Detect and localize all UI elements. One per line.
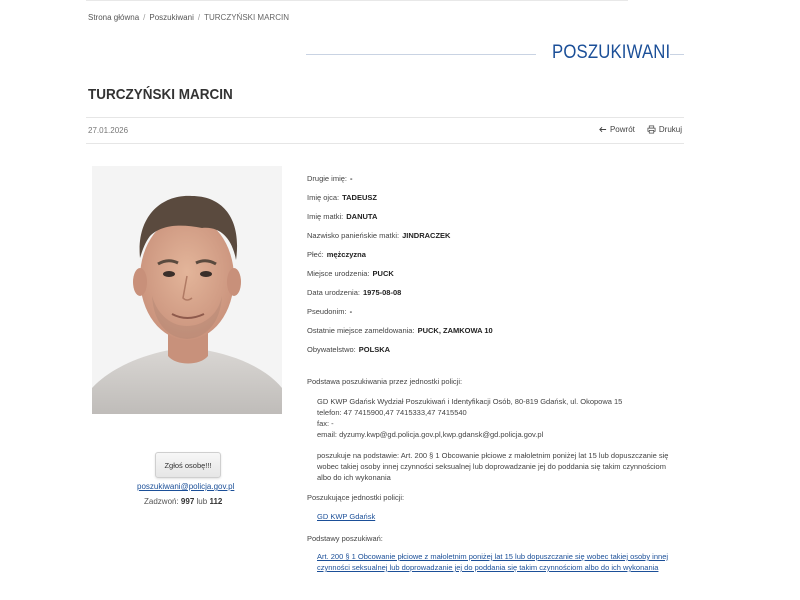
detail-row: [307, 211, 687, 230]
divider: [86, 117, 684, 118]
police-unit-info: [317, 396, 677, 440]
detail-label: Obywatelstwo:: [307, 345, 356, 354]
detail-value: PUCK: [372, 269, 394, 278]
page-tools: [598, 125, 682, 134]
call-or: lub: [196, 497, 208, 506]
detail-row: [307, 344, 687, 363]
person-details: [307, 173, 687, 363]
search-grounds-link[interactable]: Art. 200 § 1 Obcowanie płciowe z małoletnim poniżej lat 15 lub dopuszczanie się wobec takiej osoby innej czynności seksualnej lub doprowadzanie jej do poddania się takim czynnościom albo do ich wykonania: [317, 552, 669, 572]
unit-email: email: dyzumy.kwp@gd.policja.gov.pl,kwp.gdansk@gd.policja.gov.pl: [317, 430, 544, 439]
call-number-997: 997: [180, 497, 195, 506]
detail-value: -: [350, 174, 353, 183]
section-title: POSZUKIWANI: [552, 42, 671, 63]
detail-label: Imię ojca:: [307, 193, 340, 202]
detail-label: Pseudonim:: [307, 307, 347, 316]
detail-row: [307, 173, 687, 192]
detail-row: [307, 230, 687, 249]
searching-units-label: Poszukujące jednostki policji:: [307, 493, 405, 502]
breadcrumb-section-link[interactable]: Poszukiwani: [149, 13, 194, 22]
detail-label: Drugie imię:: [307, 174, 348, 183]
detail-row: [307, 192, 687, 211]
divider: [86, 143, 684, 144]
breadcrumb-current: TURCZYŃSKI MARCIN: [204, 13, 289, 22]
print-label: Drukuj: [658, 125, 682, 134]
detail-label: Płeć:: [307, 250, 324, 259]
portrait-image: [92, 166, 282, 414]
detail-label: Ostatnie miejsce zameldowania:: [307, 326, 415, 335]
section-title-rule: [306, 54, 536, 55]
detail-value: JINDRACZEK: [402, 231, 451, 240]
detail-value: mężczyzna: [326, 250, 366, 259]
print-link[interactable]: [647, 125, 682, 134]
printer-icon: [647, 125, 656, 134]
unit-address: GD KWP Gdańsk Wydział Poszukiwań i Identyfikacji Osób, 80-819 Gdańsk, ul. Okopowa 15: [317, 397, 623, 406]
person-photo: [92, 166, 282, 414]
back-label: Powrót: [609, 125, 635, 134]
search-grounds-label: Podstawy poszukiwań:: [307, 534, 383, 543]
page-title: TURCZYŃSKI MARCIN: [88, 86, 233, 103]
unit-fax: fax: -: [317, 419, 334, 428]
detail-row: [307, 287, 687, 306]
detail-row: [307, 268, 687, 287]
breadcrumb-separator: /: [197, 13, 201, 22]
detail-value: PUCK, ZAMKOWA 10: [417, 326, 493, 335]
detail-value: DANUTA: [346, 212, 378, 221]
detail-value: POLSKA: [358, 345, 391, 354]
breadcrumb: [88, 13, 289, 22]
detail-label: Nazwisko panieńskie matki:: [307, 231, 400, 240]
section-title-rule: [670, 54, 684, 55]
detail-row: [307, 306, 687, 325]
call-numbers: [144, 497, 222, 506]
call-prefix: Zadzwoń:: [144, 497, 179, 506]
detail-value: 1975-08-08: [362, 288, 402, 297]
breadcrumb-separator: /: [143, 13, 146, 22]
call-number-112: 112: [209, 497, 223, 506]
detail-row: [307, 249, 687, 268]
searching-unit-link[interactable]: GD KWP Gdańsk: [317, 512, 376, 521]
detail-value: TADEUSZ: [342, 193, 377, 202]
report-person-button[interactable]: Zgłoś osobę!!!: [155, 452, 221, 478]
detail-row: [307, 325, 687, 344]
breadcrumb-home-link[interactable]: Strona główna: [88, 13, 140, 22]
back-link[interactable]: [598, 125, 635, 134]
detail-label: Data urodzenia:: [307, 288, 360, 297]
detail-label: Miejsce urodzenia:: [307, 269, 370, 278]
detail-label: Imię matki:: [307, 212, 344, 221]
arrow-left-icon: [598, 125, 607, 134]
detail-value: -: [349, 307, 353, 316]
contact-email-link[interactable]: poszukiwani@policja.gov.pl: [137, 482, 235, 491]
legal-basis-text: poszukuje na podstawie: Art. 200 § 1 Obcowanie płciowe z małoletnim poniżej lat 15 lub dopuszczanie się wobec takiej osoby innej czynności seksualnej lub doprowadzanie jej do poddania się takim czynnościom albo do ich wykonania: [317, 451, 669, 482]
publish-date: 27.01.2026: [88, 126, 129, 135]
top-divider: [86, 0, 628, 1]
unit-phone: telefon: 47 7415900,47 7415333,47 7415540: [317, 408, 467, 417]
basis-label: Podstawa poszukiwania przez jednostki policji:: [307, 377, 463, 386]
